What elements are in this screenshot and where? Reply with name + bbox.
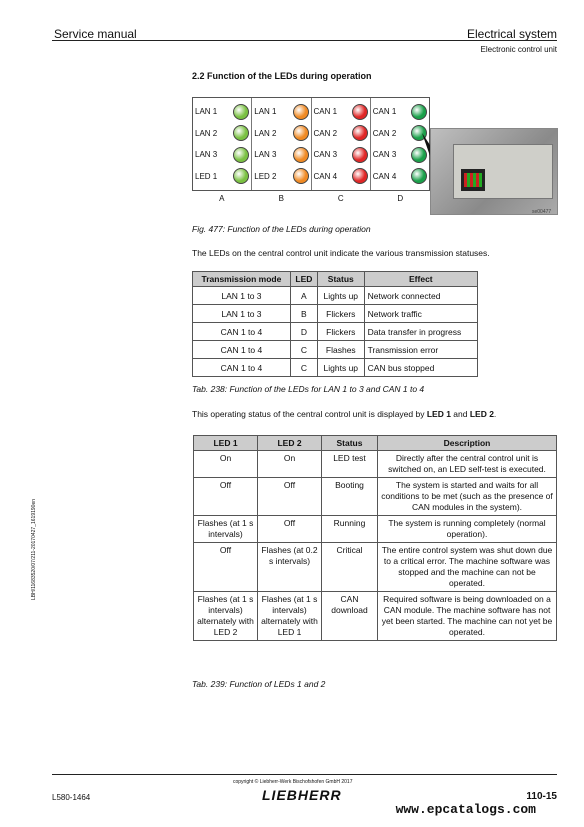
status-text-mid: and [450,409,470,419]
led-row [254,168,308,184]
table-cell: Directly after the central control unit is switched on, an LED self-test is executed. [378,451,557,478]
led-row [373,104,427,120]
led-label: LED 1 [195,171,218,181]
intro-text: The LEDs on the central control unit indicate the various transmission statuses. [192,248,490,258]
column-header: LED [290,272,317,287]
led-label: CAN 2 [313,128,338,138]
table-cell: D [290,323,317,341]
table-row [193,305,478,323]
led-row [314,168,368,184]
column-letter: A [219,194,225,203]
column-header: LED 2 [258,436,322,451]
figure-caption: Fig. 477: Function of the LEDs during operation [192,224,371,234]
led-row [373,168,427,184]
table1-caption: Tab. 238: Function of the LEDs for LAN 1 to 3 and CAN 1 to 4 [192,384,425,394]
led-label: LAN 3 [195,150,218,160]
table-row [194,592,557,641]
led-label: CAN 1 [313,107,338,117]
table-cell: Off [194,478,258,516]
led-label: CAN 3 [372,150,397,160]
photo-code: se00477 [532,209,552,215]
table-cell: The entire control system was shut down due to a critical error. The machine software was stopped and the machine can not be operated. [378,543,557,592]
column-letter: C [337,194,344,203]
column-letter: B [278,194,284,203]
led-light-icon [352,125,368,141]
led-light-icon [293,147,309,163]
brand-logo: LIEBHERR [262,787,342,803]
led-light-icon [233,104,249,120]
column-header: Description [378,436,557,451]
table-cell: The system is running completely (normal operation). [378,516,557,543]
table-cell: A [290,287,317,305]
table2-caption: Tab. 239: Function of LEDs 1 and 2 [192,679,326,689]
table-cell: CAN bus stopped [364,359,477,377]
table-cell: CAN 1 to 4 [193,359,291,377]
led-row [254,147,308,163]
table-cell: Flashes (at 1 s intervals) alternately with LED 1 [258,592,322,641]
table-cell: C [290,341,317,359]
led-label: LED 2 [254,171,277,181]
footer-divider [52,774,557,775]
led-label: CAN 4 [313,171,338,181]
table-cell: Flashes (at 1 s intervals) alternately with LED 2 [194,592,258,641]
page-number: 110-15 [526,791,557,802]
led-light-icon [233,125,249,141]
column-letter: D [397,194,404,203]
header-left: Service manual [54,27,137,41]
led-label: CAN 4 [372,171,397,181]
table-cell: Required software is being downloaded on a CAN module. The machine software has not yet been started. The machine can not yet be operated. [378,592,557,641]
table-cell: Data transfer in progress [364,323,477,341]
led-strip [464,173,482,187]
status-text-pre: This operating status of the central control unit is displayed by [192,409,427,419]
led-light-icon [233,168,249,184]
table-cell: Off [258,478,322,516]
led-light-icon [352,147,368,163]
table-cell: LAN 1 to 3 [193,305,291,323]
table-cell: CAN 1 to 4 [193,323,291,341]
table-cell: Network connected [364,287,477,305]
table-cell: Critical [322,543,378,592]
led-row [314,125,368,141]
led-row [195,147,249,163]
table-cell: Transmission error [364,341,477,359]
table-cell: B [290,305,317,323]
table-header-row [194,436,557,451]
table-cell: CAN 1 to 4 [193,341,291,359]
header-right: Electrical system [466,27,557,41]
led-row [195,125,249,141]
led-row [314,147,368,163]
led-row [254,104,308,120]
document-id: L580-1464 [52,793,91,802]
table-row [194,516,557,543]
led-column [193,98,252,190]
table-cell: C [290,359,317,377]
status-text [192,409,496,419]
led-light-icon [293,168,309,184]
led-label: LAN 2 [195,128,218,138]
led-row [373,147,427,163]
table-cell: Off [258,516,322,543]
led-row [314,104,368,120]
led-column [252,98,311,190]
led-column [371,98,429,190]
table-cell: Lights up [317,359,364,377]
led-label: CAN 2 [372,128,397,138]
status-text-led2: LED 2 [469,409,494,419]
copyright: copyright © Liebherr-Werk Bischofshofen GmbH 2017 [233,779,353,785]
table-row [194,451,557,478]
led-label: LAN 1 [195,107,218,117]
led-label: LAN 3 [254,150,277,160]
header-divider [52,40,557,41]
led-light-icon [352,104,368,120]
section-title: 2.2 Function of the LEDs during operation [192,71,372,81]
table-row [193,323,478,341]
led-label: LAN 2 [254,128,277,138]
table-cell: CAN download [322,592,378,641]
led-row [195,168,249,184]
table-cell: Flickers [317,323,364,341]
watermark: www.epcatalogs.com [395,802,536,817]
led-status-table [193,435,557,641]
table-cell: Flickers [317,305,364,323]
table-row [193,287,478,305]
led-light-icon [293,104,309,120]
table-cell: Flashes [317,341,364,359]
table-cell: Off [194,543,258,592]
status-text-led1: LED 1 [426,409,451,419]
led-column [312,98,371,190]
led-light-icon [233,147,249,163]
table-cell: On [258,451,322,478]
status-text-post: . [493,409,497,419]
led-light-icon [352,168,368,184]
table-row [193,341,478,359]
column-header: Status [317,272,364,287]
led-label: CAN 1 [372,107,397,117]
table-row [194,478,557,516]
control-unit-photo [430,128,558,215]
led-label: LAN 1 [254,107,277,117]
table-cell: Network traffic [364,305,477,323]
table-row [193,359,478,377]
table-cell: Booting [322,478,378,516]
table-cell: Lights up [317,287,364,305]
led-panel-figure [192,97,430,191]
led-label: CAN 3 [313,150,338,160]
vertical-doc-code: LBH/11683520/07/211-20170427_1619190en [31,498,37,600]
table-row [194,543,557,592]
table-cell: Flashes (at 1 s intervals) [194,516,258,543]
led-light-icon [411,104,427,120]
column-header: Effect [364,272,477,287]
led-row [195,104,249,120]
table-cell: On [194,451,258,478]
table-header-row [193,272,478,287]
column-header: Transmission mode [193,272,291,287]
column-header: LED 1 [194,436,258,451]
table-cell: Running [322,516,378,543]
led-light-icon [293,125,309,141]
table-cell: Flashes (at 0.2 s intervals) [258,543,322,592]
table-cell: LED test [322,451,378,478]
transmission-table [192,271,478,377]
table-cell: LAN 1 to 3 [193,287,291,305]
led-row [254,125,308,141]
header-subtitle: Electronic control unit [480,45,557,54]
table-cell: The system is started and waits for all conditions to be met (such as the presence of CAN modules in the system). [378,478,557,516]
led-column-letters [192,194,430,203]
column-header: Status [322,436,378,451]
led-row [373,125,427,141]
